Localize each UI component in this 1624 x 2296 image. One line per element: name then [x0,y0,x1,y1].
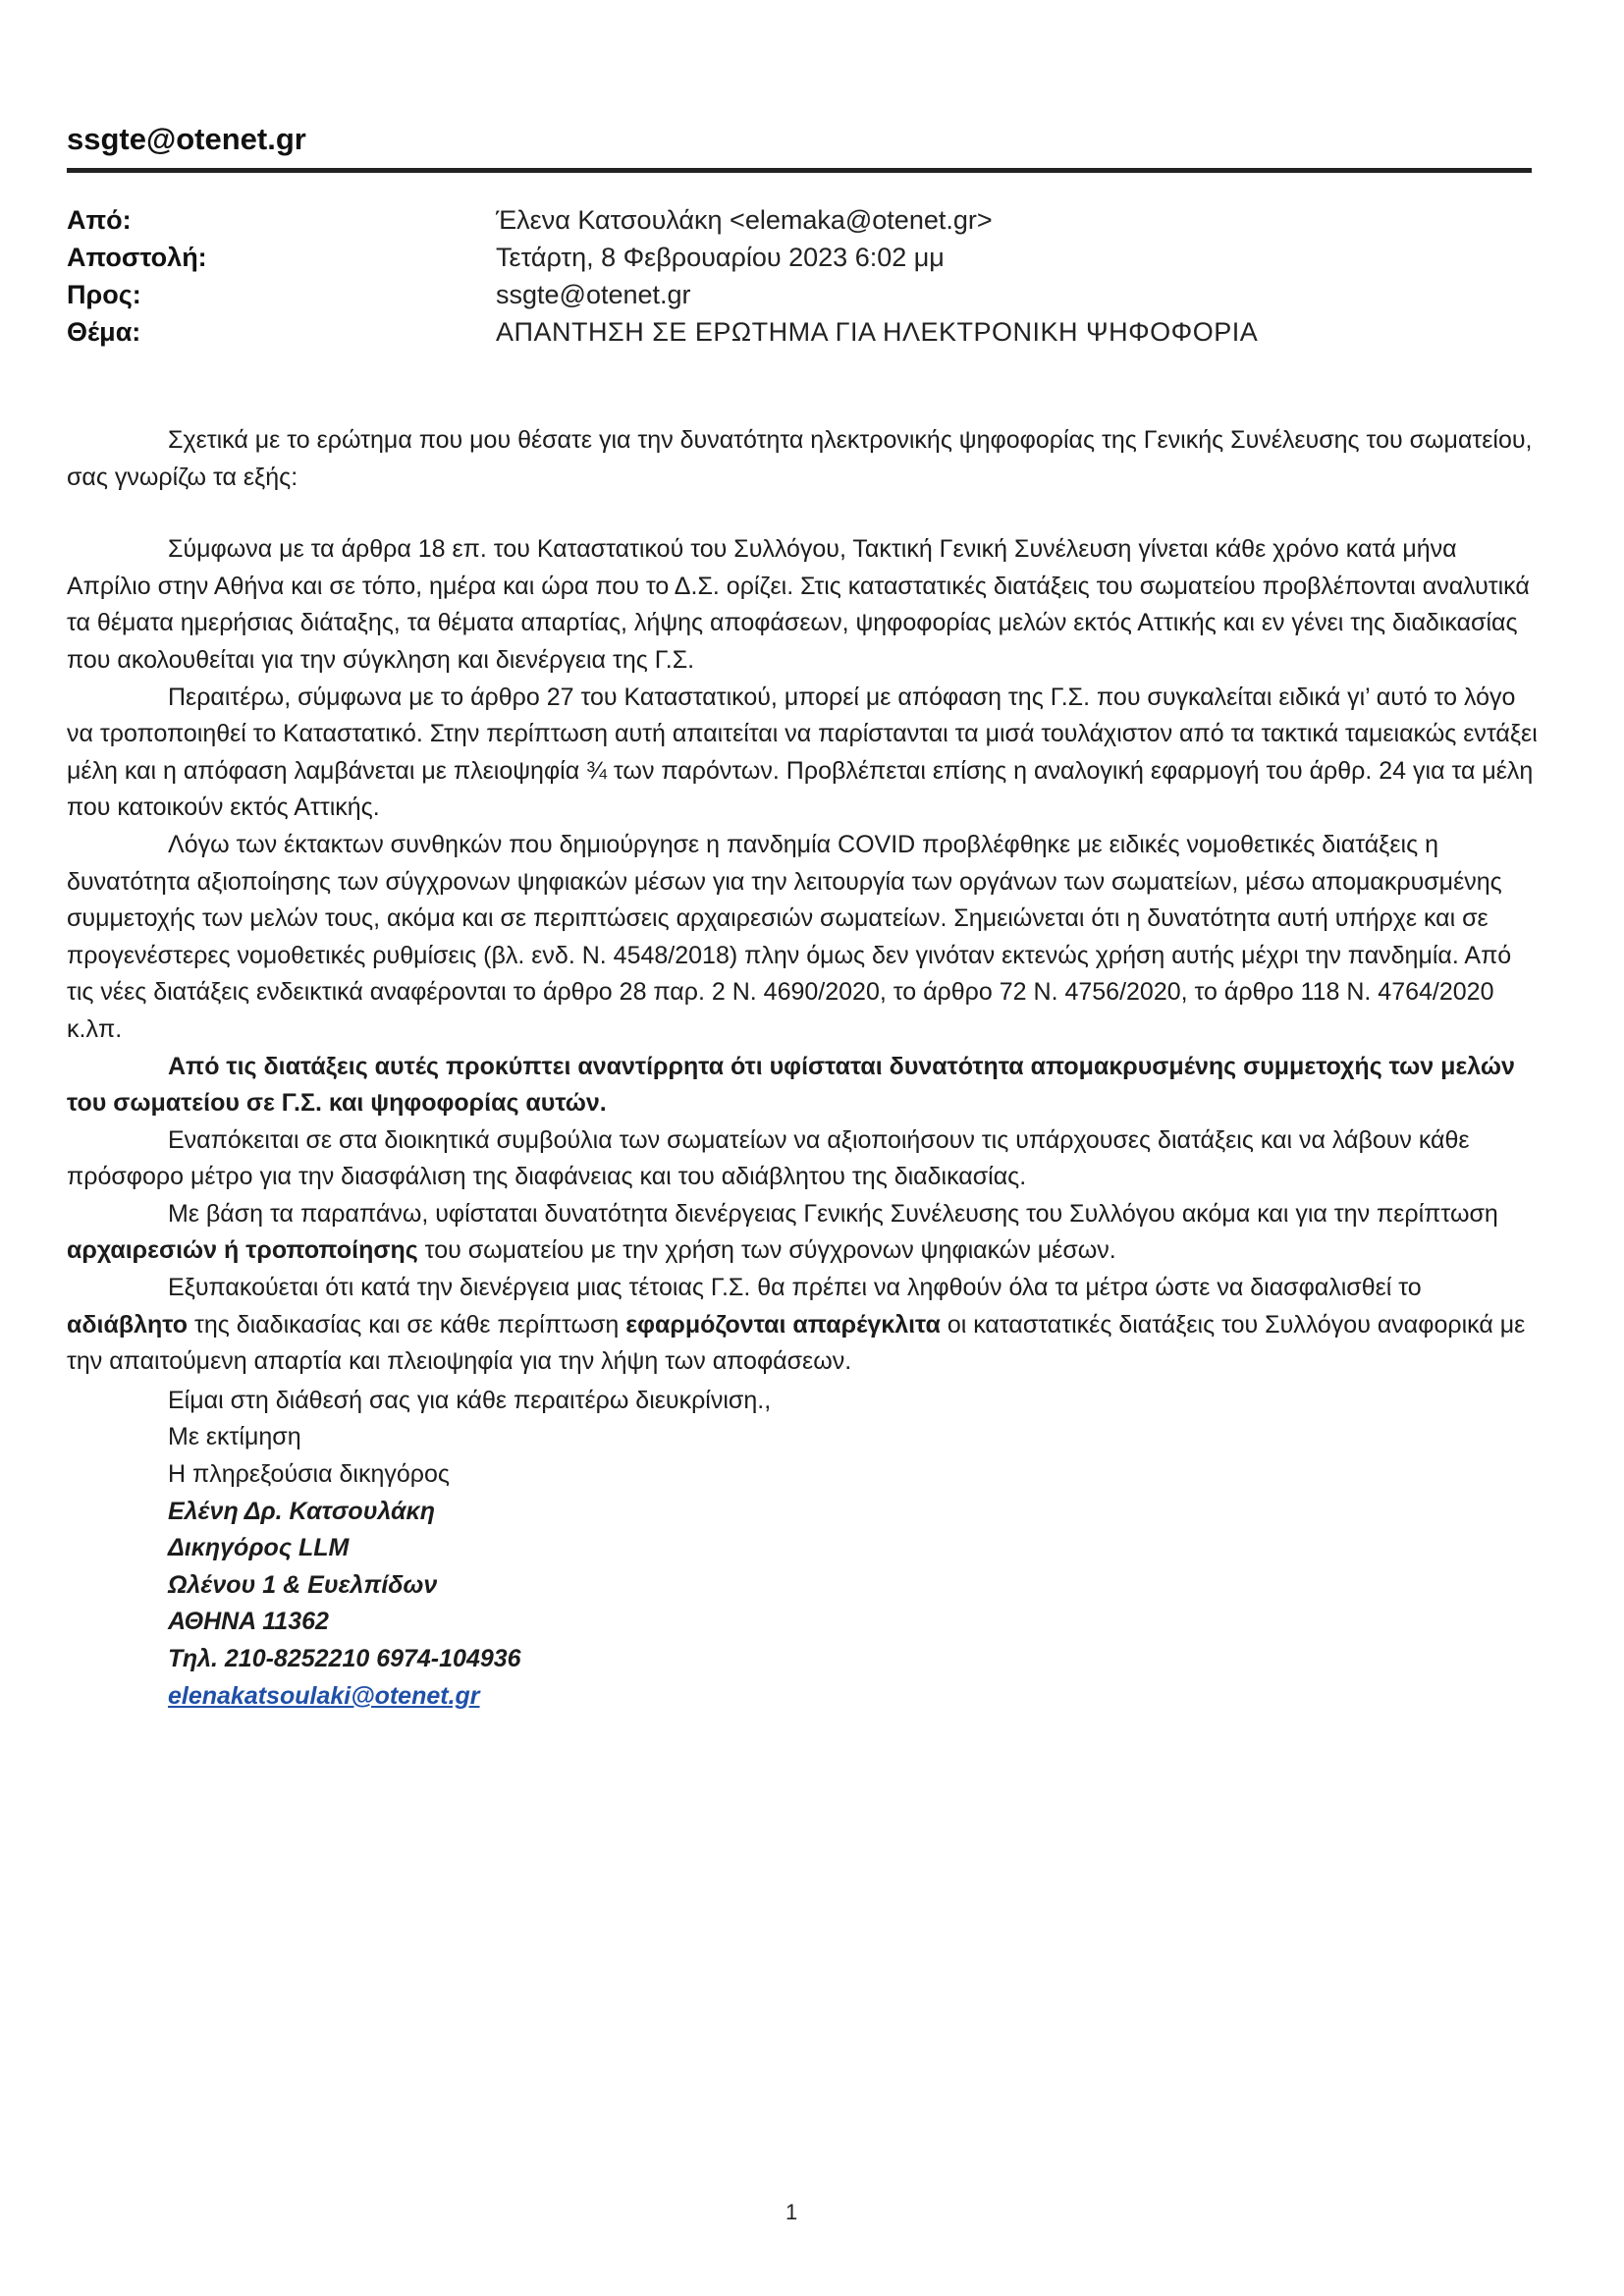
subject-value: ΑΠΑΝΤΗΣΗ ΣΕ ΕΡΩΤΗΜΑ ΓΙΑ ΗΛΕΚΤΡΟΝΙΚΗ ΨΗΦΟΦΟΡΙΑ [496,316,1259,347]
text-segment: του σωματείου με την χρήση των σύγχρονων ψηφιακών μέσων. [417,1236,1116,1265]
paragraph-amendment: Περαιτέρω, σύμφωνα με το άρθρο 27 του Καταστατικού, μπορεί με απόφαση της Γ.Σ. που συγκαλείται ειδικά γι’ αυτό το λόγο να τροποποιηθεί το Καταστατικό. Στην περίπτωση αυτή απαιτείται να παρίστανται τα μισά τουλάχιστον από τα τακτικά ταμειακώς εντάξει μέλη και η απόφαση λαμβάνεται με πλειοψηφία ¾ των παρόντων. Προβλέπεται επίσης η αναλογική εφαρμογή του άρθρ. 24 για τα μέλη που κατοικούν εκτός Αττικής. [67,683,1538,822]
paragraph-boards: Εναπόκειται σε στα διοικητικά συμβούλια των σωματείων να αξιοποιήσουν τις υπάρχουσες διατάξεις και να λάβουν κάθε πρόσφορο μέτρο για την διασφάλιση της διαφάνειας και του αδιάβλητου της διαδικασίας. [67,1125,1470,1191]
from-value: Έλενα Κατσουλάκη <elemaka@otenet.gr> [496,204,993,235]
sent-value: Τετάρτη, 8 Φεβρουαρίου 2023 6:02 μμ [496,242,945,272]
signature-block [67,1383,1540,1715]
sent-label: Αποστολή: [67,242,207,272]
paragraph-possibility [67,1196,1540,1270]
from-row [67,201,1540,239]
mailbox-address: ssgte@otenet.gr [67,122,306,156]
paragraph-covid: Λόγω των έκτακτων συνθηκών που δημιούργησε η πανδημία COVID προβλέφθηκε με ειδικές νομοθετικές διατάξεις η δυνατότητα αξιοποίησης των σύγχρονων ψηφιακών μέσων για την λειτουργία των οργάνων των σωματείων, μέσω απομακρυσμένης συμμετοχής των μελών τους, ακόμα και σε περιπτώσεις αρχαιρεσιών σωματείων. Σημειώνεται ότι η δυνατότητα αυτή υπήρχε και σε προγενέστερες νομοθετικές ρυθμίσεις (βλ. ενδ. Ν. 4548/2018) πλην όμως δεν γινόταν εκτενώς χρήση αυτής μέχρι την πανδημία. Από τις νέες διατάξεις ενδεικτικά αναφέρονται το άρθρο 28 παρ. 2 Ν. 4690/2020, το άρθρο 72 Ν. 4756/2020, το άρθρο 118 Ν. 4764/2020 κ.λπ. [67,830,1512,1043]
from-label: Από: [67,204,132,235]
bold-segment: αδιάβλητο [67,1310,189,1339]
paragraph-measures [67,1270,1540,1381]
signer-name: Ελένη Δρ. Κατσουλάκη [168,1497,435,1525]
regards-line: Με εκτίμηση [168,1423,301,1451]
text-segment: οι καταστατικές διατάξεις του Συλλόγου αναφορικά με την απαιτούμενη απαρτία και πλειοψηφία για την λήψη των αποφάσεων. [67,1310,1526,1376]
paragraph-articles: Σύμφωνα με τα άρθρα 18 επ. του Καταστατικού του Συλλόγου, Τακτική Γενική Συνέλευση γίνεται κάθε χρόνο κατά μήνα Απρίλιο στην Αθήνα και σε τόπο, ημέρα και ώρα που το Δ.Σ. ορίζει. Στις καταστατικές διατάξεις του σωματείου προβλέπονται αναλυτικά τα θέματα ημερήσιας διάταξης, τα θέματα απαρτίας, λήψης αποφάσεων, ψηφοφορίας μελών εκτός Αττικής και εν γένει της διαδικασίας που ακολουθείται για την σύγκληση και διενέργεια της Γ.Σ. [67,535,1530,674]
signer-phone: Τηλ. 210-8252210 6974-104936 [168,1645,521,1672]
header-divider [67,168,1532,173]
to-value: ssgte@otenet.gr [496,279,691,309]
role-line: Η πληρεξούσια δικηγόρος [168,1460,450,1489]
availability-line: Είμαι στη διάθεσή σας για κάθε περαιτέρω διευκρίνιση., [168,1386,772,1414]
signer-street: Ωλένου 1 & Ευελπίδων [168,1570,438,1599]
paragraph-conclusion: Από τις διατάξεις αυτές προκύπτει αναντίρρητα ότι υφίσταται δυνατότητα απομακρυσμένης συμμετοχής των μελών του σωματείου σε Γ.Σ. και ψηφοφορίας αυτών. [67,1052,1515,1118]
page-number: 1 [785,2200,798,2224]
text-segment: Με βάση τα παραπάνω, υφίσταται δυνατότητα διενέργειας Γενικής Συνέλευσης του Συλλόγου ακόμα και για την περίπτωση [168,1199,1498,1228]
subject-row [67,313,1540,351]
email-body [67,422,1540,1715]
intro-paragraph: Σχετικά με το ερώτημα που μου θέσατε για την δυνατότητα ηλεκτρονικής ψηφοφορίας της Γενικής Συνέλευσης του σωματείου, σας γνωρίζω τα εξής: [67,426,1533,491]
sent-row [67,239,1540,276]
signer-title: Δικηγόρος LLM [168,1534,350,1562]
email-header [67,201,1540,351]
signer-city: ΑΘΗΝΑ 11362 [168,1608,329,1636]
bold-segment: αρχαιρεσιών ή τροποποίησης [67,1236,418,1265]
to-label: Προς: [67,279,141,309]
text-segment: Εξυπακούεται ότι κατά την διενέργεια μιας τέτοιας Γ.Σ. θα πρέπει να ληφθούν όλα τα μέτρα ώστε να διασφαλισθεί το [168,1274,1422,1302]
bold-segment: εφαρμόζονται απαρέγκλιτα [625,1310,941,1339]
subject-label: Θέμα: [67,316,141,347]
to-row [67,276,1540,313]
text-segment: της διαδικασίας και σε κάθε περίπτωση [188,1310,626,1339]
signer-email-link[interactable]: elenakatsoulaki@otenet.gr [168,1681,480,1710]
